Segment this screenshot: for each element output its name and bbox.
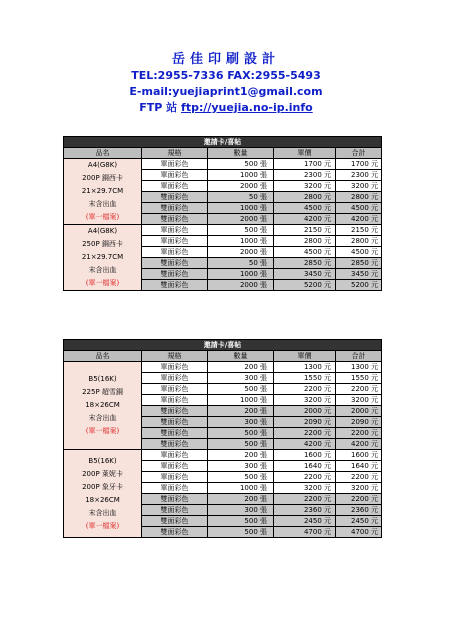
unit-price-cell: 2200 元: [274, 472, 336, 483]
total-cell: 3200 元: [336, 483, 382, 494]
total-cell: 4700 元: [336, 527, 382, 538]
product-line: 末含出血: [88, 266, 117, 274]
unit-price-cell: 2360 元: [274, 505, 336, 516]
spec-cell: 單面彩色: [142, 472, 208, 483]
spec-cell: 雙面彩色: [142, 258, 208, 269]
total-cell: 1550 元: [336, 373, 382, 384]
spec-cell: 雙面彩色: [142, 417, 208, 428]
ftp-link[interactable]: ftp://yuejia.no-ip.info: [181, 101, 313, 114]
phone-fax: TEL:2955-7336 FAX:2955-5493: [131, 69, 321, 82]
product-line: 末含出血: [88, 200, 117, 208]
quantity-cell: 500 張: [208, 527, 274, 538]
spec-cell: 雙面彩色: [142, 516, 208, 527]
product-line: 200P 萊妮卡: [82, 469, 123, 478]
quantity-cell: 1000 張: [208, 483, 274, 494]
spec-cell: 單面彩色: [142, 461, 208, 472]
product-line: 18×26CM: [85, 401, 120, 409]
total-cell: 2090 元: [336, 417, 382, 428]
unit-price-cell: 2800 元: [274, 236, 336, 247]
spec-cell: 雙面彩色: [142, 203, 208, 214]
product-line: 21×29.7CM: [81, 253, 124, 261]
unit-price-cell: 2450 元: [274, 516, 336, 527]
spec-cell: 單面彩色: [142, 159, 208, 170]
product-line: 250P 銅西卡: [82, 240, 123, 248]
total-cell: 2300 元: [336, 170, 382, 181]
unit-price-cell: 5200 元: [274, 280, 336, 291]
unit-price-cell: 3200 元: [274, 483, 336, 494]
quantity-cell: 1000 張: [208, 203, 274, 214]
total-cell: 4200 元: [336, 439, 382, 450]
total-cell: 2450 元: [336, 516, 382, 527]
unit-price-cell: 3200 元: [274, 181, 336, 192]
product-note: (單一檔案): [85, 521, 120, 530]
unit-price-cell: 1600 元: [274, 450, 336, 461]
spec-cell: 單面彩色: [142, 170, 208, 181]
spec-cell: 雙面彩色: [142, 214, 208, 225]
product-line: B5(16K): [88, 456, 117, 465]
total-cell: 2200 元: [336, 428, 382, 439]
quantity-cell: 200 張: [208, 450, 274, 461]
total-cell: 2000 元: [336, 406, 382, 417]
product-line: 21×29.7CM: [81, 187, 124, 195]
unit-price-cell: 2850 元: [274, 258, 336, 269]
product-line: 末含出血: [88, 508, 117, 517]
total-cell: 3200 元: [336, 395, 382, 406]
quantity-cell: 200 張: [208, 406, 274, 417]
spec-cell: 單面彩色: [142, 236, 208, 247]
total-cell: 2360 元: [336, 505, 382, 516]
quantity-cell: 2000 張: [208, 247, 274, 258]
quantity-cell: 200 張: [208, 494, 274, 505]
quantity-cell: 2000 張: [208, 280, 274, 291]
total-cell: 1640 元: [336, 461, 382, 472]
spec-cell: 雙面彩色: [142, 406, 208, 417]
unit-price-cell: 1700 元: [274, 159, 336, 170]
column-header-unit: 單價: [274, 351, 336, 362]
ftp-label: FTP 站: [139, 101, 178, 114]
spec-cell: 雙面彩色: [142, 269, 208, 280]
total-cell: 1600 元: [336, 450, 382, 461]
product-note: (單一檔案): [85, 427, 120, 435]
total-cell: 1700 元: [336, 159, 382, 170]
quantity-cell: 500 張: [208, 384, 274, 395]
total-cell: 4500 元: [336, 247, 382, 258]
product-note: (單一檔案): [85, 279, 120, 287]
column-header-spec: 規格: [142, 148, 208, 159]
spec-cell: 單面彩色: [142, 181, 208, 192]
spec-cell: 雙面彩色: [142, 428, 208, 439]
column-header-product: 品名: [64, 148, 142, 159]
spec-cell: 雙面彩色: [142, 505, 208, 516]
quantity-cell: 2000 張: [208, 214, 274, 225]
product-cell: [64, 450, 142, 538]
total-cell: 2800 元: [336, 192, 382, 203]
unit-price-cell: 3450 元: [274, 269, 336, 280]
table-title: 邀請卡/喜帖: [64, 137, 382, 148]
quantity-cell: 500 張: [208, 159, 274, 170]
total-cell: 1300 元: [336, 362, 382, 373]
total-cell: 2850 元: [336, 258, 382, 269]
product-line: 末含出血: [88, 414, 117, 422]
quantity-cell: 2000 張: [208, 181, 274, 192]
spec-cell: 單面彩色: [142, 362, 208, 373]
unit-price-cell: 3200 元: [274, 395, 336, 406]
spec-cell: 單面彩色: [142, 450, 208, 461]
product-cell: [64, 362, 142, 450]
spec-cell: 單面彩色: [142, 225, 208, 236]
quantity-cell: 200 張: [208, 362, 274, 373]
table-row: [64, 450, 382, 461]
total-cell: 2150 元: [336, 225, 382, 236]
spec-cell: 雙面彩色: [142, 439, 208, 450]
quantity-cell: 500 張: [208, 428, 274, 439]
quantity-cell: 300 張: [208, 505, 274, 516]
quantity-cell: 500 張: [208, 439, 274, 450]
total-cell: 2800 元: [336, 236, 382, 247]
quantity-cell: 50 張: [208, 258, 274, 269]
product-line: 200P 銅西卡: [82, 174, 123, 182]
spec-cell: 雙面彩色: [142, 494, 208, 505]
spec-cell: 單面彩色: [142, 395, 208, 406]
column-header-total: 合計: [336, 351, 382, 362]
spec-cell: 雙面彩色: [142, 192, 208, 203]
column-header-qty: 數量: [208, 148, 274, 159]
column-header-product: 品名: [64, 351, 142, 362]
product-note: (單一檔案): [85, 213, 120, 221]
quantity-cell: 300 張: [208, 373, 274, 384]
spec-cell: 單面彩色: [142, 483, 208, 494]
product-line: B5(16K): [88, 375, 117, 383]
unit-price-cell: 1550 元: [274, 373, 336, 384]
table-row: [64, 362, 382, 373]
product-line: A4(G8K): [87, 227, 118, 235]
total-cell: 2200 元: [336, 472, 382, 483]
quantity-cell: 500 張: [208, 472, 274, 483]
company-name: 岳佳印刷設計: [171, 52, 280, 67]
spec-cell: 單面彩色: [142, 384, 208, 395]
total-cell: 2200 元: [336, 494, 382, 505]
column-header-total: 合計: [336, 148, 382, 159]
quantity-cell: 500 張: [208, 516, 274, 527]
unit-price-cell: 4700 元: [274, 527, 336, 538]
quantity-cell: 1000 張: [208, 269, 274, 280]
table-row: [64, 225, 382, 236]
email-address: E-mail:yuejiaprint1@gmail.com: [129, 85, 323, 98]
unit-price-cell: 4500 元: [274, 203, 336, 214]
product-cell: [64, 225, 142, 291]
unit-price-cell: 2300 元: [274, 170, 336, 181]
column-header-unit: 單價: [274, 148, 336, 159]
column-header-spec: 規格: [142, 351, 208, 362]
total-cell: 3200 元: [336, 181, 382, 192]
ftp-line: [0, 100, 452, 116]
unit-price-cell: 2090 元: [274, 417, 336, 428]
table-row: [64, 159, 382, 170]
quantity-cell: 300 張: [208, 417, 274, 428]
unit-price-cell: 2000 元: [274, 406, 336, 417]
quantity-cell: 300 張: [208, 461, 274, 472]
table-title: 邀請卡/喜帖: [64, 340, 382, 351]
total-cell: 3450 元: [336, 269, 382, 280]
spec-cell: 雙面彩色: [142, 527, 208, 538]
unit-price-cell: 2200 元: [274, 494, 336, 505]
unit-price-cell: 2200 元: [274, 384, 336, 395]
product-cell: [64, 159, 142, 225]
total-cell: 2200 元: [336, 384, 382, 395]
quantity-cell: 50 張: [208, 192, 274, 203]
unit-price-cell: 4200 元: [274, 439, 336, 450]
quantity-cell: 1000 張: [208, 395, 274, 406]
unit-price-cell: 2200 元: [274, 428, 336, 439]
unit-price-cell: 1300 元: [274, 362, 336, 373]
total-cell: 4200 元: [336, 214, 382, 225]
quantity-cell: 500 張: [208, 225, 274, 236]
quantity-cell: 1000 張: [208, 170, 274, 181]
total-cell: 5200 元: [336, 280, 382, 291]
product-line: 225P 超雪銅: [82, 388, 123, 396]
price-table-2: [63, 339, 382, 538]
quantity-cell: 1000 張: [208, 236, 274, 247]
spec-cell: 單面彩色: [142, 247, 208, 258]
unit-price-cell: 2800 元: [274, 192, 336, 203]
unit-price-cell: 4200 元: [274, 214, 336, 225]
product-line: A4(G8K): [87, 161, 118, 169]
spec-cell: 單面彩色: [142, 373, 208, 384]
unit-price-cell: 4500 元: [274, 247, 336, 258]
price-table-1: [63, 136, 382, 291]
total-cell: 4500 元: [336, 203, 382, 214]
product-line: 18×26CM: [85, 495, 120, 504]
column-header-qty: 數量: [208, 351, 274, 362]
spec-cell: 雙面彩色: [142, 280, 208, 291]
product-line: 200P 象牙卡: [82, 482, 123, 491]
unit-price-cell: 1640 元: [274, 461, 336, 472]
unit-price-cell: 2150 元: [274, 225, 336, 236]
letterhead: [0, 52, 452, 116]
